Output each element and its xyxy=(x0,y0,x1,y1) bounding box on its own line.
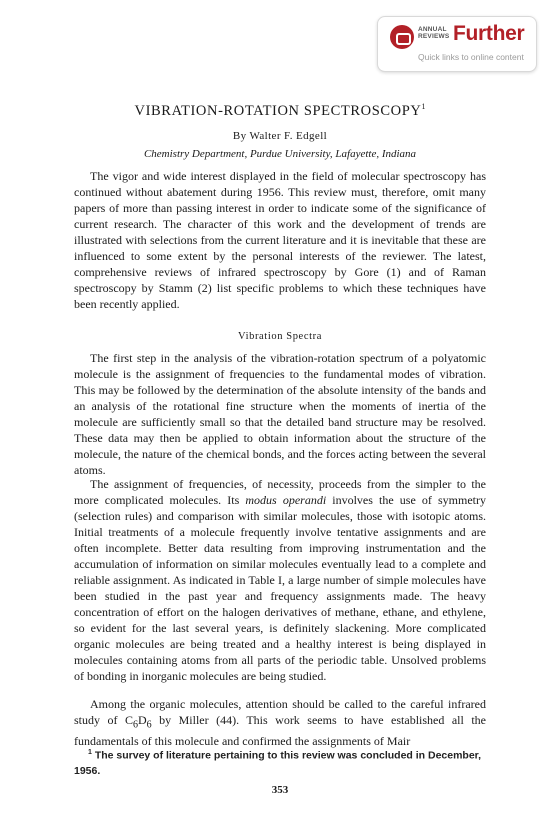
section-heading: Vibration Spectra xyxy=(238,331,322,342)
p4-text-b: by Miller (44). This work seems to have established all the fundamentals of this molecule and confirmed the assignments of Mair xyxy=(74,713,486,749)
page-number: 353 xyxy=(271,784,289,796)
annual-reviews-logo-icon xyxy=(390,25,414,49)
further-badge[interactable] xyxy=(377,16,537,72)
p4-subscript-1: 6 xyxy=(132,719,138,731)
p4-text-a: Among the organic molecules, attention should be called to the careful infrared study of C xyxy=(74,697,486,727)
paragraph-vibration-3 xyxy=(74,696,486,749)
p3-text-b: involves the use of symmetry (selection rules) and comparison with similar molecules, those with isotopic atoms. Initial treatments of a molecule frequently involve tentative assignments and are often incomplete. Better data resulting from improving instrumentation and the accumulation of information on similar molecules eventually lead to a complete and reliable assignment. As indicated in Table I, a large number of simple molecules have been studied in the past year and frequency assignments made. The heavy concentration of effort on the halogen derivatives of methane, ethane, and ethylene, so evident for the last several years, is definitely slackening. More complicated organic molecules are being treated and a healthy interest is being displayed in molecules containing atoms from all parts of the periodic table. Unsolved problems of bonding in inorganic molecules are being studied. xyxy=(74,493,486,683)
footnote-mark: 1 xyxy=(88,749,92,756)
p3-italic-term: modus operandi xyxy=(245,493,327,507)
footnote-text: The survey of literature pertaining to this review was concluded in December, 1956. xyxy=(74,749,482,777)
footnote xyxy=(74,745,486,779)
article-title-text: VIBRATION-ROTATION SPECTROSCOPY xyxy=(134,102,422,119)
p3-text-a: The assignment of frequencies, of necessity, proceeds from the simpler to the more complicated molecules. Its xyxy=(74,477,486,507)
p4-subscript-2: 6 xyxy=(146,719,152,731)
p4-text-d: D xyxy=(137,713,147,727)
badge-annual-reviews-label: ANNUAL REVIEWS xyxy=(418,26,450,40)
badge-further-label: Further xyxy=(453,22,525,45)
paragraph-vibration-1: The first step in the analysis of the vibration-rotation spectrum of a polyatomic molecule is the assignment of frequencies to the fundamental modes of vibration. This may be followed by the determination of the absolute intensity of the bands and an analysis of the rotational fine structure when the moments of inertia of the molecule are sufficiently small so that the detailed band structure may be resolved. These data may then be applied to obtain information about the structure of the molecule, the nature of the chemical bonds, and the forces acting between the several atoms. xyxy=(74,351,486,477)
paragraph-vibration-2 xyxy=(74,476,486,684)
badge-subtitle: Quick links to online content xyxy=(418,52,524,62)
article-title xyxy=(0,102,560,120)
badge-header xyxy=(378,17,536,47)
author-line: By Walter F. Edgell xyxy=(232,130,328,142)
affiliation: Chemistry Department, Purdue University, Lafayette, Indiana xyxy=(143,148,417,160)
paragraph-intro: The vigor and wide interest displayed in the field of molecular spectroscopy has continued without abatement during 1956. This review must, therefore, omit many papers of more than passing interest in order to indicate some of the significance of current research. The character of this work and the development of trends are illustrated with selections from the current literature and it is inevitable that these are influenced to some extent by the personal interests of the reviewer. The latest, comprehensive reviews of infrared spectroscopy by Gore (1) and of Raman spectroscopy by Stamm (2) list specific problems to which these techniques have been recently applied. xyxy=(74,169,486,311)
title-footnote-mark: 1 xyxy=(421,102,426,111)
